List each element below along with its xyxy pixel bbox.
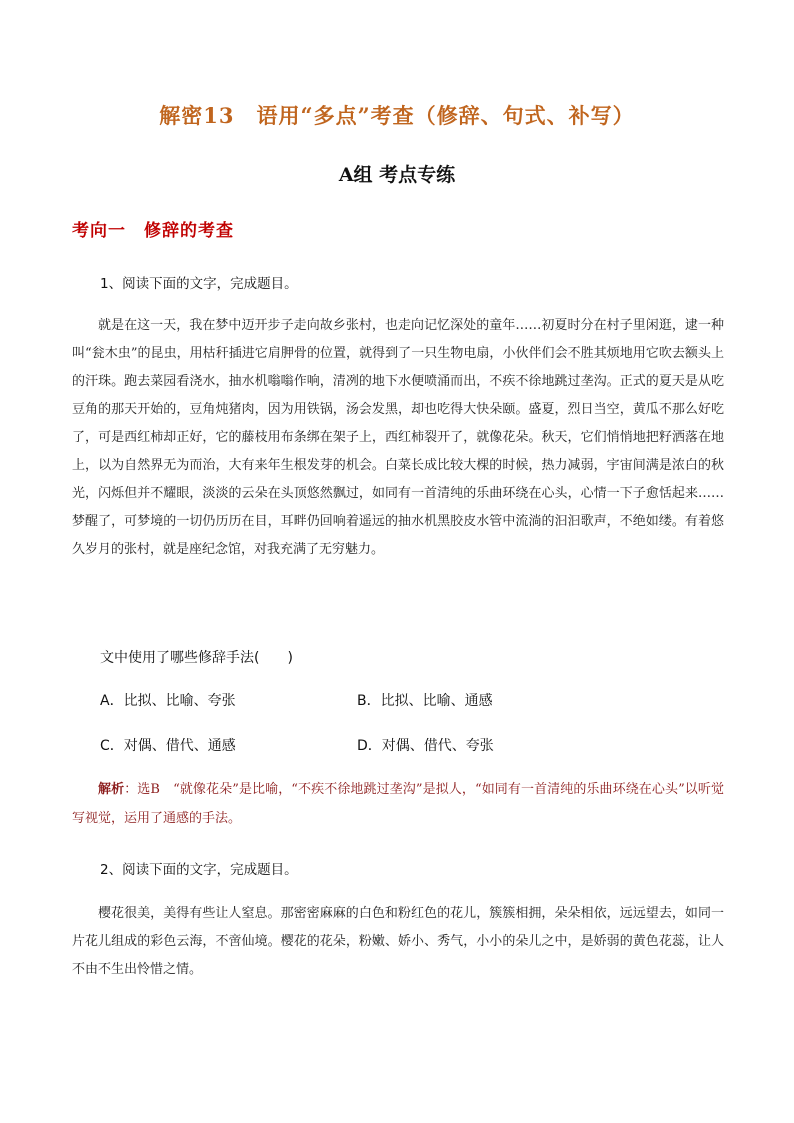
analysis-label: 解析 (98, 782, 125, 797)
question-1-intro: 1、阅读下面的文字，完成题目。 (100, 276, 298, 292)
question-1-stem: 文中使用了哪些修辞手法( ) (100, 650, 293, 666)
option-a: A．比拟、比喻、夸张 (100, 693, 236, 709)
option-d: D．对偶、借代、夸张 (357, 738, 494, 754)
group-title: A组 考点专练 (338, 164, 456, 186)
question-2-intro: 2、阅读下面的文字，完成题目。 (100, 862, 298, 878)
section-heading: 考向一 修辞的考查 (72, 221, 234, 241)
option-c: C．对偶、借代、通感 (100, 738, 236, 754)
question-1-passage: 就是在这一天，我在梦中迈开步子走向故乡张村，也走向记忆深处的童年……初夏时分在村子里闲逛，逮一种叫“瓮木虫”的昆虫，用枯秆插进它肩胛骨的位置，就得到了一只生物电扇，小伙伴们会不胜其烦地用它吹去额头上的汗珠。跑去菜园看浇水，抽水机嗡嗡作响，清冽的地下水便喷涌而出，不疾不徐地跳过垄沟。正式的夏天是从吃豆角的那天开始的，豆角炖猪肉，因为用铁锅，汤会发黑，却也吃得大快朵颐。盛夏，烈日当空，黄瓜不那么好吃了，可是西红柿却正好，它的藤枝用布条绑在架子上，西红柿裂开了，就像花朵。秋天，它们悄悄地把籽洒落在地上，以为自然界无为而治，大有来年生根发芽的机会。白菜长成比较大棵的时候，热力减弱，宇宙间满是浓白的秋光，闪烁但并不耀眼，淡淡的云朵在头顶悠然飘过，如同有一首清纯的乐曲环绕在心头，心情一下子愈恬起来……梦醒了，可梦境的一切仍历历在目，耳畔仍回响着遥远的抽水机黑胶皮水管中流淌的汩汩歌声，不绝如缕。有着悠久岁月的张村，就是座纪念馆，对我充满了无穷魅力。 (72, 318, 724, 557)
question-2-passage: 樱花很美，美得有些让人窒息。那密密麻麻的白色和粉红色的花儿，簇簇相拥，朵朵相依，远远望去，如同一片花儿组成的彩色云海，不啻仙境。樱花的花朵，粉嫩、娇小、秀气，小小的朵儿之中，是娇弱的黄色花蕊，让人不由不生出怜惜之情。 (72, 906, 724, 977)
option-b: B．比拟、比喻、通感 (357, 693, 493, 709)
document-title: 解密13 语用“多点”考查（修辞、句式、补写） (159, 103, 635, 128)
question-1-analysis (72, 775, 724, 833)
analysis-text: ：选B “就像花朵”是比喻，“不疾不徐地跳过垄沟”是拟人，“如同有一首清纯的乐曲环绕在心头”以听觉写视觉，运用了通感的手法。 (72, 782, 724, 826)
